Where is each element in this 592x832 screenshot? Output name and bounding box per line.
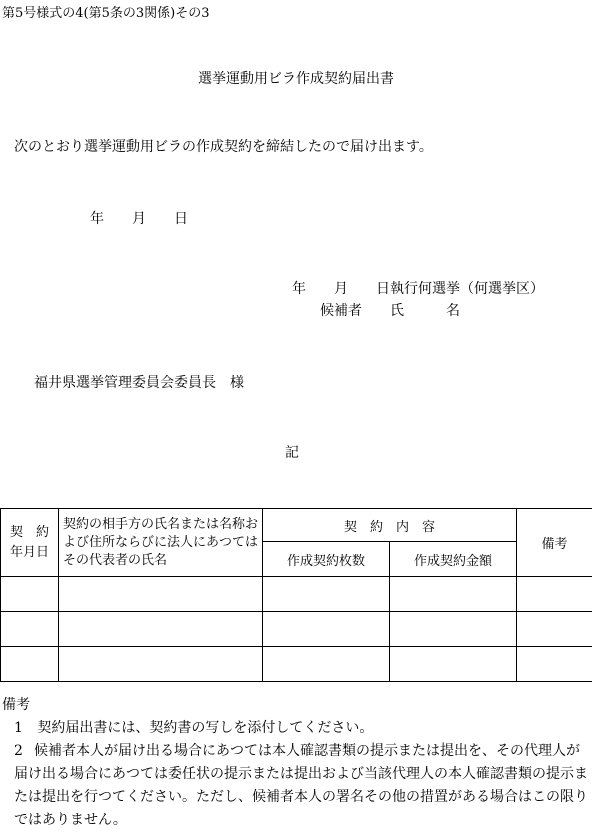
document-title: 選挙運動用ビラ作成契約届出書 [0, 68, 592, 88]
cell-amount[interactable] [390, 577, 517, 612]
cell-remarks[interactable] [517, 612, 592, 647]
cell-counterparty[interactable] [59, 577, 263, 612]
cell-date[interactable] [1, 577, 59, 612]
cell-count[interactable] [263, 647, 390, 682]
note-number: 2 [14, 740, 34, 763]
header-contract-count: 作成契約枚数 [263, 542, 390, 577]
cell-date[interactable] [1, 612, 59, 647]
note-text: 候補者本人が届け出る場合にあつては本人確認書類の提示または提出を、その代理人が届け出る場合にあつては委任状の提示または提出および当該代理人の本人確認書類の提示または提出を行つてください。ただし、候補者本人の署名その他の措置がある場合はこの限りではありません。 [14, 743, 588, 828]
note-item [14, 740, 589, 832]
table-row [1, 612, 592, 647]
cell-counterparty[interactable] [59, 612, 263, 647]
header-contract-content: 契 約 内 容 [263, 509, 517, 542]
cell-remarks[interactable] [517, 577, 592, 612]
addressee: 福井県選挙管理委員会委員長 様 [34, 372, 244, 392]
cell-count[interactable] [263, 577, 390, 612]
table-row [1, 647, 592, 682]
form-number: 第5号様式の4(第5条の3関係)その3 [2, 2, 210, 21]
header-contract-date [1, 509, 59, 577]
note-number: 1 [14, 720, 23, 736]
cell-amount[interactable] [390, 612, 517, 647]
cell-amount[interactable] [390, 647, 517, 682]
table-row [1, 577, 592, 612]
intro-text: 次のとおり選挙運動用ビラの作成契約を締結したので届け出ます。 [14, 136, 433, 156]
table-header-row [1, 509, 592, 542]
header-counterparty: 契約の相手方の氏名または名称および住所ならびに法人にあつてはその代表者の氏名 [59, 509, 263, 577]
cell-date[interactable] [1, 647, 59, 682]
ki-heading: 記 [285, 442, 299, 462]
candidate-line: 候補者 氏 名 [320, 300, 460, 320]
cell-count[interactable] [263, 612, 390, 647]
cell-remarks[interactable] [517, 647, 592, 682]
note-text: 契約届出書には、契約書の写しを添付してください。 [37, 720, 373, 736]
cell-counterparty[interactable] [59, 647, 263, 682]
election-line: 年 月 日執行何選挙（何選挙区） [292, 278, 544, 298]
header-contract-amount: 作成契約金額 [390, 542, 517, 577]
note-item [14, 717, 373, 737]
header-contract-date-line2: 年月日 [1, 543, 58, 563]
contract-table [0, 508, 592, 682]
header-contract-date-line1: 契 約 [1, 523, 58, 543]
submission-date: 年 月 日 [90, 208, 188, 228]
notes-title: 備考 [2, 694, 30, 714]
header-remarks: 備考 [517, 509, 592, 577]
